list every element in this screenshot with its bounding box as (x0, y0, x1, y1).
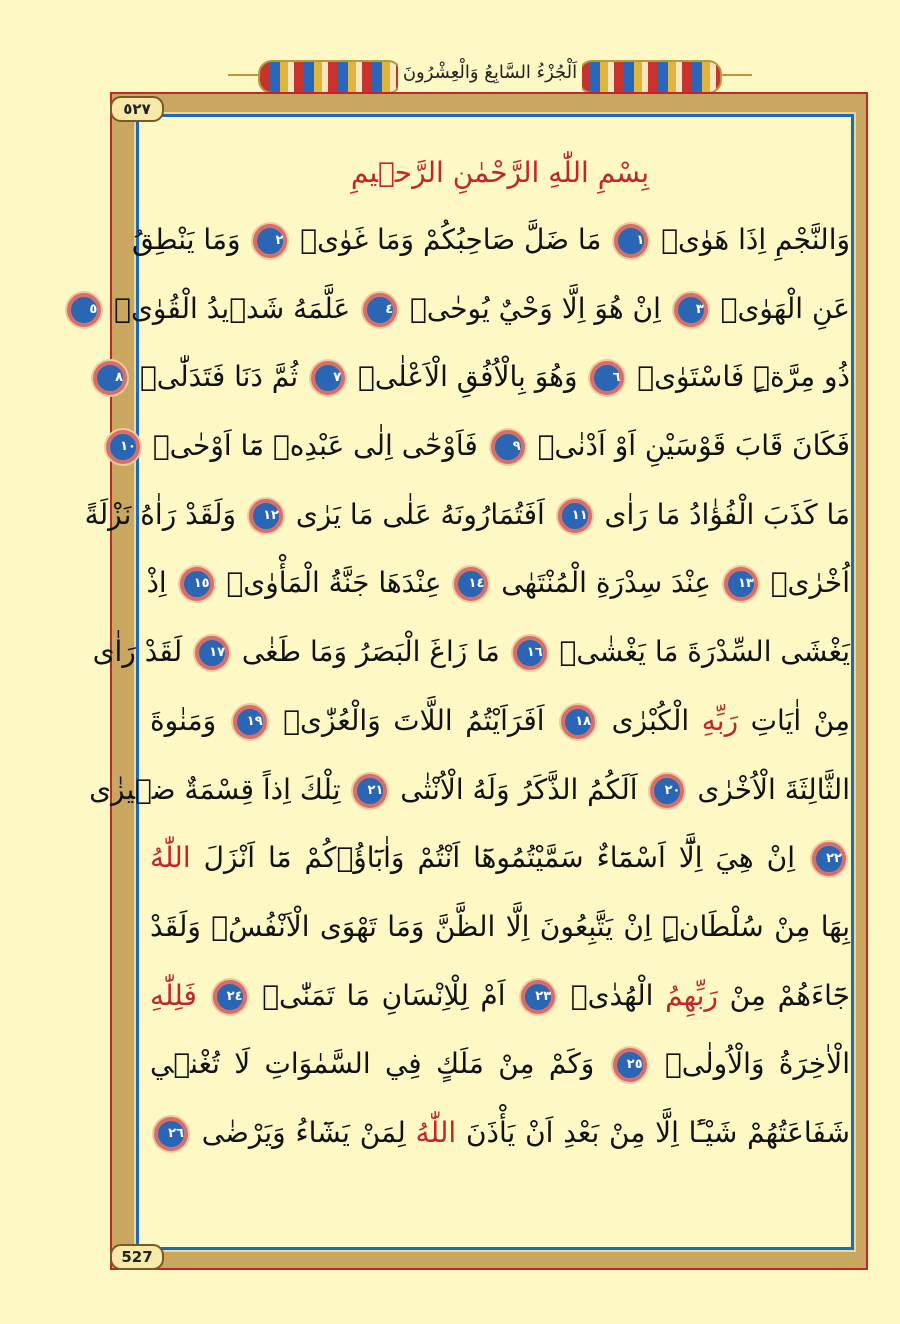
text-line (131, 206, 850, 275)
divine-name: فَلِلّٰهِ (150, 978, 209, 1012)
surah-text (84, 206, 850, 1168)
verse-text: عِنْدَهَا جَنَّةُ الْمَأْوٰىۜ (217, 566, 451, 600)
text-line (150, 824, 850, 893)
verse-text: فَاَوْحٰٓى اِلٰى عَبْدِه۪ مَٓا اَوْحٰىۜ (143, 429, 487, 463)
text-line (89, 275, 850, 344)
ayah-marker: ١٣ (724, 567, 758, 601)
verse-text: اَفَرَاَيْتُمُ اللَّاتَ وَالْعُزّٰىۙ (270, 703, 558, 737)
ayah-marker: ٩ (491, 430, 525, 464)
verse-text: لَقَدْ رَاٰى (92, 635, 192, 669)
text-line (146, 549, 850, 618)
header-ornament-left (258, 60, 402, 94)
text-line (150, 687, 850, 756)
ayah-marker: ١١ (558, 499, 592, 533)
verse-text: الْاٰخِرَةُ وَالْاُولٰى۟ (650, 1047, 850, 1081)
verse-text: وَمَنٰوةَ (150, 703, 229, 737)
verse-text: بِهَا مِنْ سُلْطَانٍۜ اِنْ يَتَّبِعُونَ اِلَّا الظَّنَّ وَمَا تَهْوَى الْاَنْفُسُۚ وَلَقَدْ (150, 909, 850, 943)
verse-text: اَمْ لِلْاِنْسَانِ مَا تَمَنّٰىۘ (250, 978, 518, 1012)
ayah-marker: ١٥ (180, 567, 214, 601)
ayah-marker: ٢١ (353, 774, 387, 808)
ayah-marker: ٨ (93, 361, 127, 395)
verse-text: مِنْ اٰيَاتِ (738, 703, 850, 737)
ayah-marker: ٥ (67, 293, 101, 327)
verse-text: لِمَنْ يَشَٓاءُ وَيَرْضٰى (192, 1115, 406, 1149)
verse-text: اَفَتُمَارُونَهُ عَلٰى مَا يَرٰى (286, 497, 554, 531)
ayah-marker: ١٨ (561, 705, 595, 739)
verse-text: عَلَّمَهُ شَد۪يدُ الْقُوٰىۙ (105, 291, 360, 325)
ayah-marker: ١٩ (233, 705, 267, 739)
verse-text: فَكَانَ قَابَ قَوْسَيْنِ اَوْ اَدْنٰىۚ (528, 429, 850, 463)
verse-text: شَفَاعَتُهُمْ شَيْـًٔا اِلَّا مِنْ بَعْدِ اَنْ يَأْذَنَ (456, 1115, 850, 1149)
page-number-arabic: ٥٢٧ (110, 96, 164, 122)
verse-text: مَا ضَلَّ صَاحِبُكُمْ وَمَا غَوٰىۚ (291, 223, 611, 256)
ayah-marker: ٦ (590, 361, 624, 395)
text-line (150, 962, 850, 1031)
verse-text: اِنْ هِيَ اِلَّٓا اَسْمَٓاءٌ سَمَّيْتُمُوهَٓا اَنْتُمْ وَاٰبَٓاؤُ۬كُمْ مَٓا اَنْزَلَ (190, 841, 808, 875)
divine-name: اللّٰهُ (150, 841, 191, 875)
text-line (150, 1099, 850, 1168)
ayah-marker: ٢٤ (213, 980, 247, 1014)
verse-text: مَا كَذَبَ الْفُؤٰادُ مَا رَاٰى (595, 497, 850, 531)
ayah-marker: ١٦ (513, 636, 547, 670)
verse-text: جَٓاءَهُمْ مِنْ (717, 978, 850, 1012)
juz-header (228, 52, 752, 96)
divine-name: رَبِّهِ (689, 703, 739, 737)
ayah-marker: ٢٣ (521, 980, 555, 1014)
verse-text: الثَّالِثَةَ الْاُخْرٰى (688, 772, 850, 806)
verse-text: اُخْرٰىۙ (761, 566, 850, 600)
verse-text: اِذْ (146, 566, 176, 600)
text-line (89, 756, 850, 825)
verse-text: ثُمَّ دَنَا فَتَدَلّٰىۙ (131, 360, 308, 394)
divine-name: اللّٰهُ (405, 1115, 457, 1149)
basmala (164, 148, 836, 198)
verse-text: اِنْ هُوَ اِلَّا وَحْيٌ يُوحٰىۙ (401, 291, 670, 325)
ayah-marker: ١٤ (454, 567, 488, 601)
verse-text: عِنْدَ سِدْرَةِ الْمُنْتَهٰى (492, 566, 720, 600)
verse-text: وَلَقَدْ رَاٰهُ نَزْلَةً (84, 497, 245, 531)
ayah-marker: ٢٢ (812, 842, 846, 876)
ayah-marker: ٣ (674, 293, 708, 327)
verse-text: يَغْشَى السِّدْرَةَ مَا يَغْشٰىۙ (550, 635, 850, 669)
juz-title: اَلْجُزْءُ السَّابِعُ وَالْعِشْرُونَ (398, 56, 582, 90)
verse-text: اَلَكُمُ الذَّكَرُ وَلَهُ الْاُنْثٰى (391, 772, 647, 806)
ayah-marker: ١ (614, 224, 648, 258)
verse-text: تِلْكَ اِذاً قِسْمَةٌ ض۪يزٰى (89, 772, 350, 806)
ayah-marker: ٢٥ (613, 1048, 647, 1082)
text-line (115, 343, 850, 412)
verse-text: وَكَمْ مِنْ مَلَكٍ فِي السَّمٰوَاتِ لَا تُغْن۪ي (150, 1047, 609, 1081)
basmala-text: بِسْمِ اللّٰهِ الرَّحْمٰنِ الرَّح۪يمِ (350, 156, 650, 189)
ayah-marker: ١٢ (249, 499, 283, 533)
verse-text: وَمَا يَنْطِقُ (131, 223, 250, 256)
text-line (92, 618, 850, 687)
ayah-marker: ٢٠ (650, 774, 684, 808)
text-line (150, 1030, 850, 1099)
page-number-latin: 527 (110, 1244, 164, 1270)
ayah-marker: ٤ (363, 293, 397, 327)
divine-name: رَبِّهِمُ (653, 978, 718, 1012)
verse-text: ذُو مِرَّةٍۜ فَاسْتَوٰىۙ (628, 360, 850, 394)
ayah-marker: ٢٦ (154, 1117, 188, 1151)
verse-text: وَهُوَ بِالْاُفُقِ الْاَعْلٰىۜ (349, 360, 587, 394)
ayah-marker: ١٠ (106, 430, 140, 464)
text-line (84, 481, 850, 550)
ayah-marker: ٧ (311, 361, 345, 395)
verse-text: الْكُبْرٰى (599, 703, 690, 737)
header-ornament-right (578, 60, 722, 94)
verse-text: الْهُدٰىۜ (559, 978, 654, 1012)
text-line (120, 412, 850, 481)
verse-text: عَنِ الْهَوٰىۜ (711, 291, 850, 325)
ayah-marker: ٢ (253, 224, 287, 258)
ayah-marker: ١٧ (195, 636, 229, 670)
text-line (150, 893, 850, 962)
verse-text: وَالنَّجْمِ اِذَا هَوٰىۙ (652, 223, 850, 256)
verse-text: مَا زَاغَ الْبَصَرُ وَمَا طَغٰى (233, 635, 509, 669)
